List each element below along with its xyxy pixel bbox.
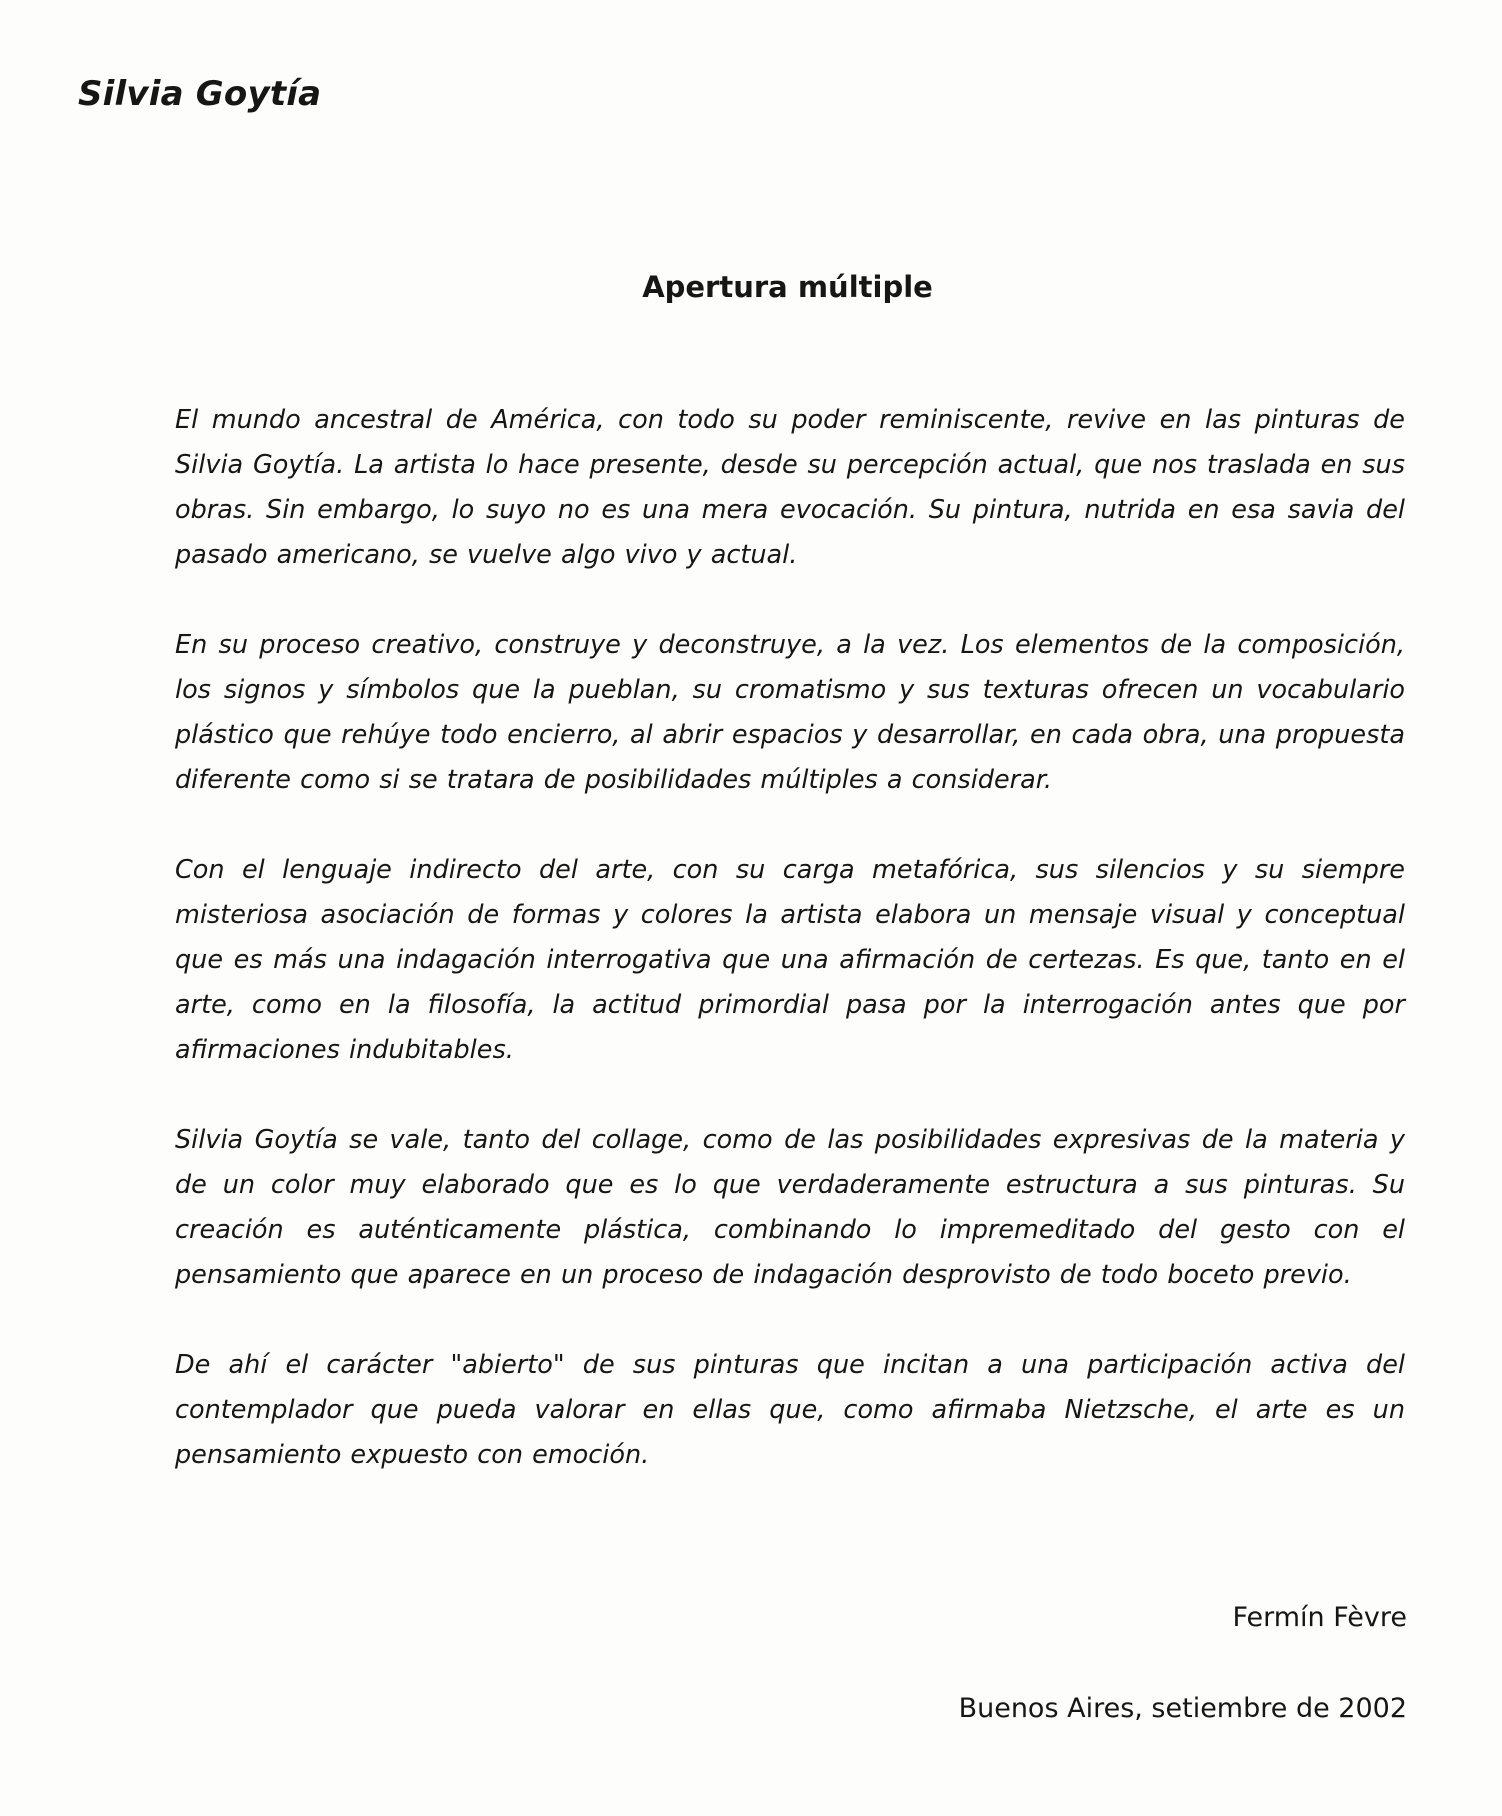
paragraph-3: Con el lenguaje indirecto del arte, con su carga metafórica, sus silencios y su siempre misteriosa asociación de formas y colores la artista elabora un mensaje visual y conceptual que es más una indagación interrogativa que una afirmación de certezas. Es que, tanto en el arte, como en la filosofía, la actitud primordial pasa por la interrogación antes que por afirmaciones indubitables. [175, 855, 1405, 1065]
essay-body [175, 398, 1405, 1523]
paragraph-5: De ahí el carácter "abierto" de sus pinturas que incitan a una participación activa del contemplador que pueda valorar en ellas que, como afirmaba Nietzsche, el arte es un pensamiento expuesto con emoción. [175, 1350, 1405, 1470]
page-title: Apertura múltiple [642, 270, 933, 304]
paragraph-1: El mundo ancestral de América, con todo su poder reminiscente, revive en las pinturas de Silvia Goytía. La artista lo hace presente, desde su percepción actual, que nos traslada en sus obras. Sin embargo, lo suyo no es una mera evocación. Su pintura, nutrida en esa savia del pasado americano, se vuelve algo vivo y actual. [175, 405, 1405, 570]
paragraph-4: Silvia Goytía se vale, tanto del collage, como de las posibilidades expresivas de la materia y de un color muy elaborado que es lo que verdaderamente estructura a sus pinturas. Su creación es auténticamente plástica, combinando lo impremeditado del gesto con el pensamiento que aparece en un proceso de indagación desprovisto de todo boceto previo. [175, 1125, 1405, 1290]
place-and-date: Buenos Aires, setiembre de 2002 [958, 1693, 1407, 1724]
paragraph-2: En su proceso creativo, construye y deconstruye, a la vez. Los elementos de la composición, los signos y símbolos que la pueblan, su cromatismo y sus texturas ofrecen un vocabulario plástico que rehúye todo encierro, al abrir espacios y desarrollar, en cada obra, una propuesta diferente como si se tratara de posibilidades múltiples a considerar. [175, 630, 1405, 795]
artist-name-header: Silvia Goytía [78, 74, 322, 114]
author-signature: Fermín Fèvre [1232, 1602, 1407, 1633]
